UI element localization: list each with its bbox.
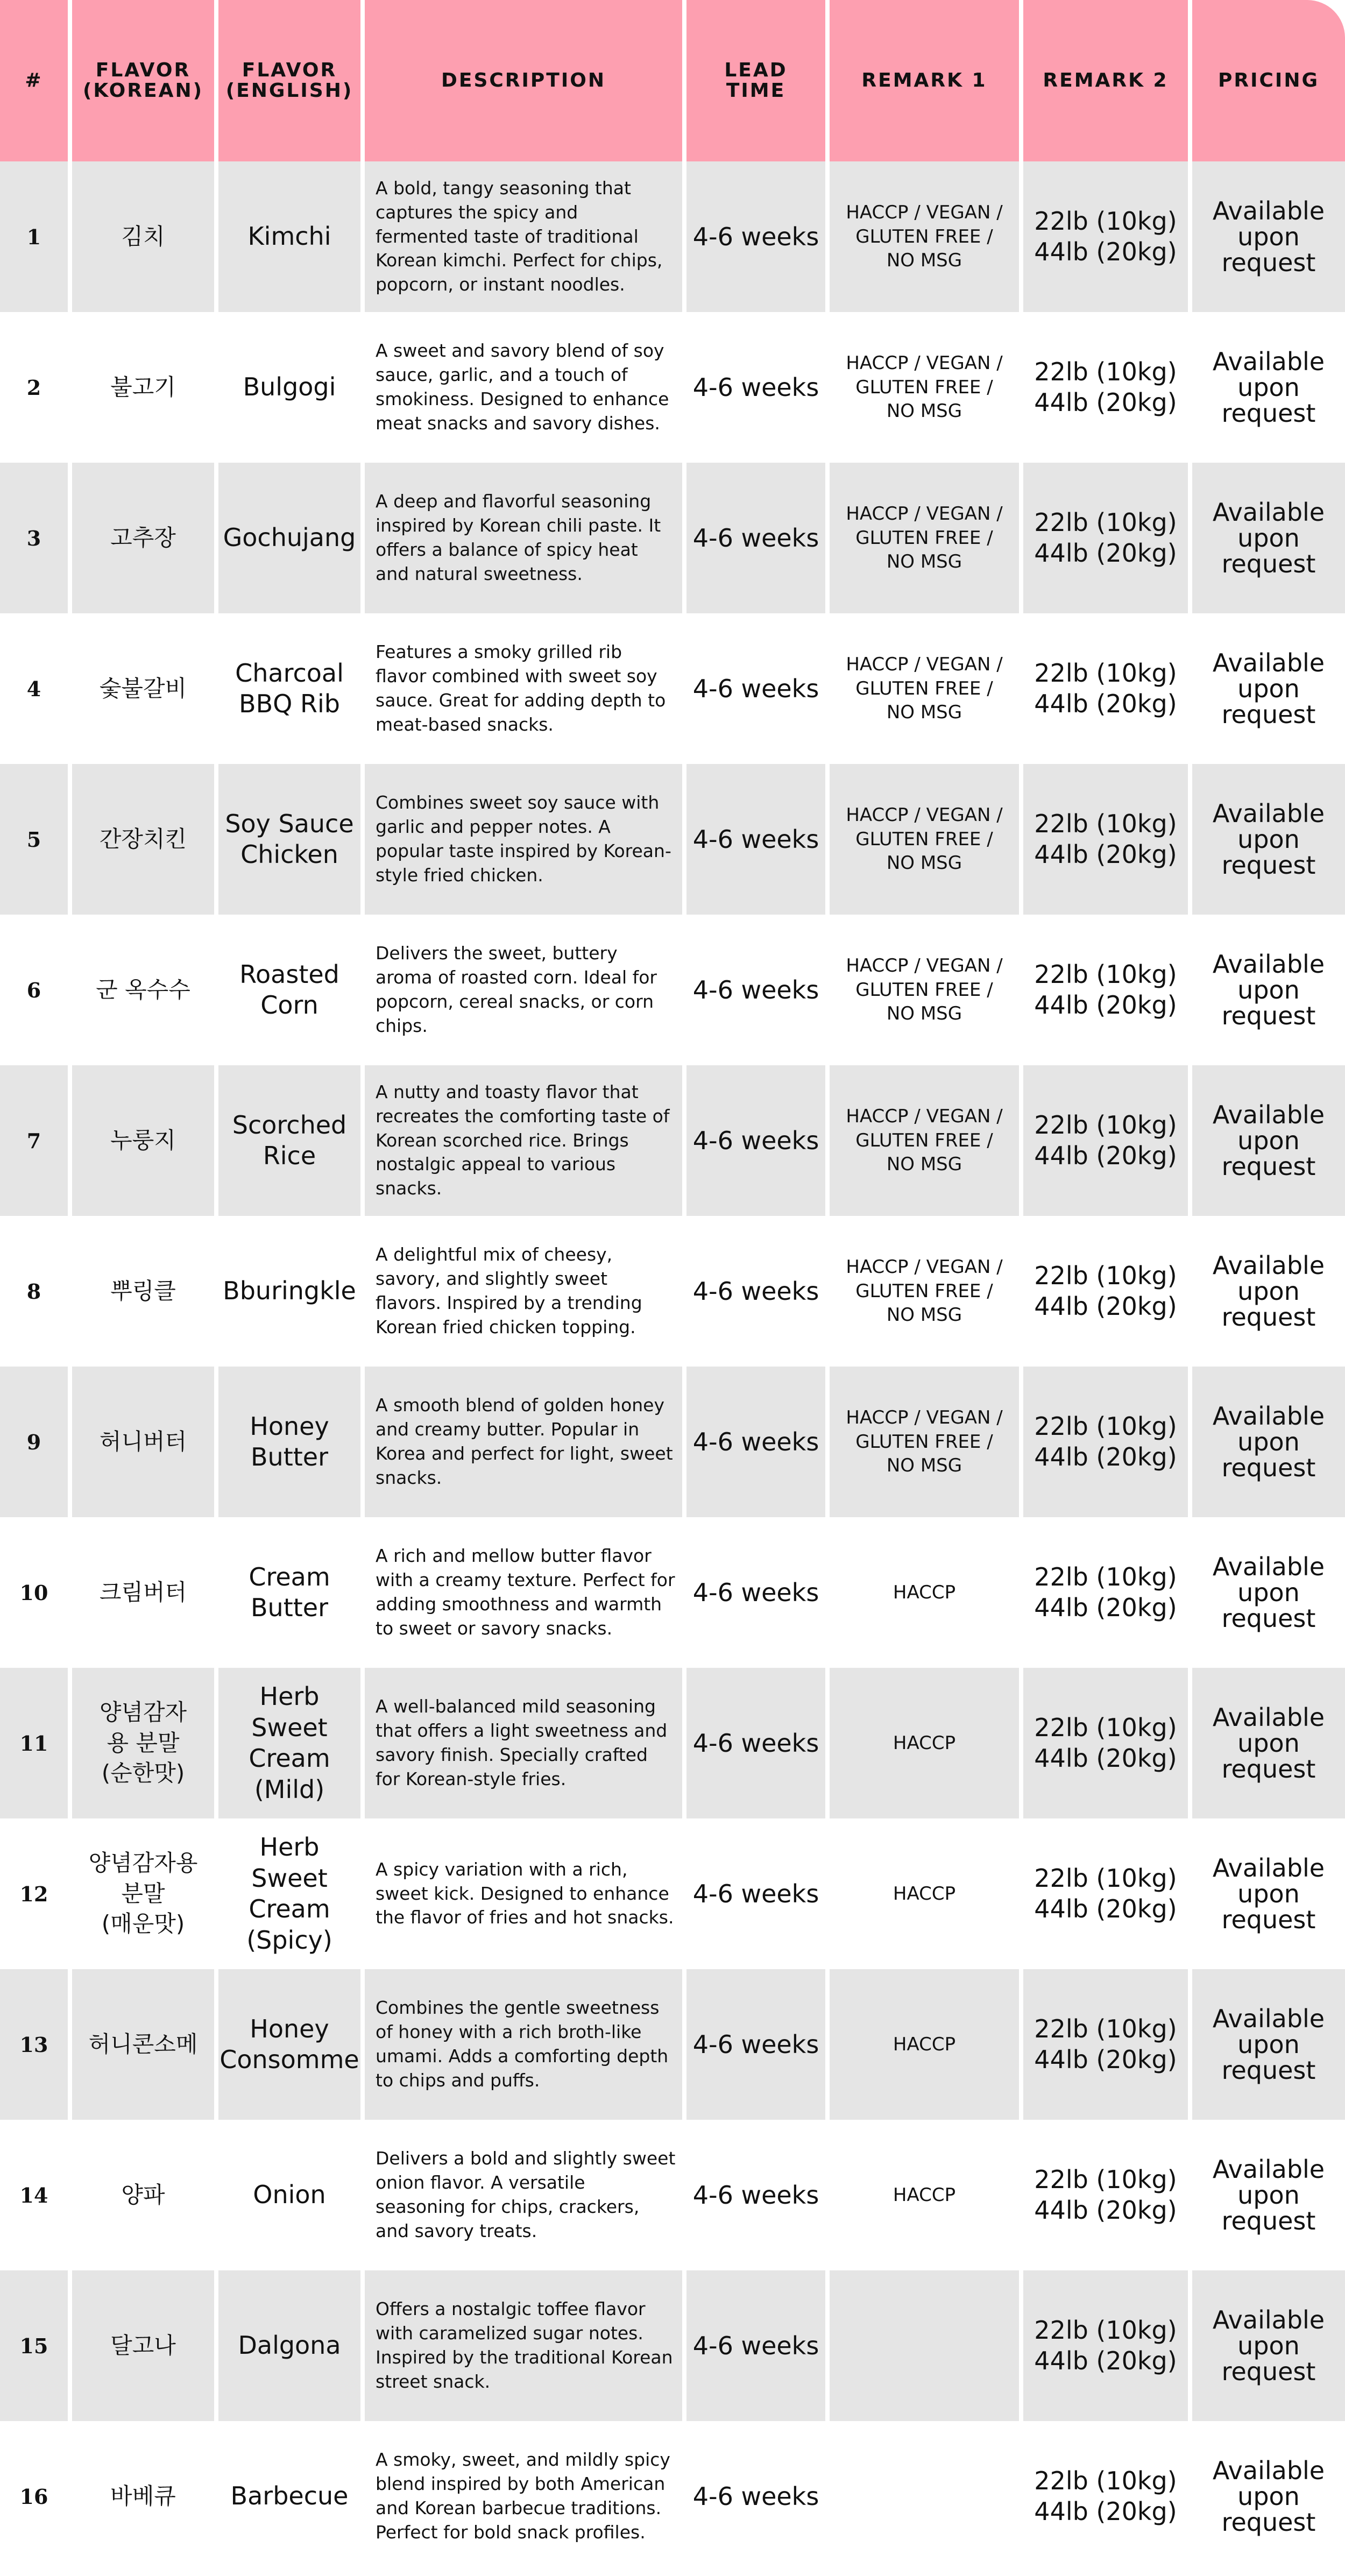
lead-time-cell: 4-6 weeks	[686, 2421, 825, 2572]
flavor-english-cell: Kimchi	[218, 161, 360, 312]
table-row	[0, 1668, 1345, 1818]
table-row	[0, 915, 1345, 1065]
flavor-english-cell: Bburingkle	[218, 1216, 360, 1367]
description-cell: A smooth blend of golden honey and creamy butter. Popular in Korea and perfect for light, sweet snacks.	[365, 1367, 682, 1517]
table-row	[0, 312, 1345, 463]
description-cell: A nutty and toasty flavor that recreates the comforting taste of Korean scorched rice. Brings nostalgic appeal to various snacks.	[365, 1065, 682, 1216]
flavor-english-cell: Honey Butter	[218, 1367, 360, 1517]
lead-time-cell: 4-6 weeks	[686, 1969, 825, 2120]
pricing-cell: Available upon request	[1192, 915, 1345, 1065]
remark-1-cell: HACCP / VEGAN / GLUTEN FREE / NO MSG	[830, 613, 1019, 764]
table-row	[0, 1818, 1345, 1969]
header-flavor-korean: FLAVOR (KOREAN)	[72, 0, 214, 161]
table-row	[0, 1517, 1345, 1668]
lead-time-cell: 4-6 weeks	[686, 2120, 825, 2270]
pricing-cell: Available upon request	[1192, 613, 1345, 764]
remark-1-cell: HACCP	[830, 2120, 1019, 2270]
flavor-korean-cell: 허니콘소메	[72, 1969, 214, 2120]
row-number-cell: 2	[0, 312, 68, 463]
row-number-cell: 8	[0, 1216, 68, 1367]
description-cell: A smoky, sweet, and mildly spicy blend inspired by both American and Korean barbecue traditions. Perfect for bold snack profiles.	[365, 2421, 682, 2572]
flavor-english-cell: Scorched Rice	[218, 1065, 360, 1216]
flavor-korean-cell: 불고기	[72, 312, 214, 463]
flavor-english-cell: Dalgona	[218, 2270, 360, 2421]
flavor-korean-cell: 간장치킨	[72, 764, 214, 915]
description-cell: A rich and mellow butter flavor with a creamy texture. Perfect for adding smoothness and warmth to sweet or savory snacks.	[365, 1517, 682, 1668]
pricing-cell: Available upon request	[1192, 1065, 1345, 1216]
flavor-korean-cell: 달고나	[72, 2270, 214, 2421]
description-cell: A delightful mix of cheesy, savory, and slightly sweet flavors. Inspired by a trending Korean fried chicken topping.	[365, 1216, 682, 1367]
row-number-cell: 3	[0, 463, 68, 613]
flavor-korean-cell: 숯불갈비	[72, 613, 214, 764]
flavor-korean-cell: 허니버터	[72, 1367, 214, 1517]
lead-time-cell: 4-6 weeks	[686, 1367, 825, 1517]
remark-2-cell: 22lb (10kg) 44lb (20kg)	[1023, 613, 1188, 764]
remark-1-cell: HACCP	[830, 1668, 1019, 1818]
header-number: #	[0, 0, 68, 161]
lead-time-cell: 4-6 weeks	[686, 463, 825, 613]
row-number-cell: 15	[0, 2270, 68, 2421]
remark-1-cell: HACCP / VEGAN / GLUTEN FREE / NO MSG	[830, 161, 1019, 312]
pricing-cell: Available upon request	[1192, 1668, 1345, 1818]
flavor-english-cell: Soy Sauce Chicken	[218, 764, 360, 915]
pricing-cell: Available upon request	[1192, 2120, 1345, 2270]
header-lead-time: LEAD TIME	[686, 0, 825, 161]
remark-2-cell: 22lb (10kg) 44lb (20kg)	[1023, 1065, 1188, 1216]
flavor-korean-cell: 양념감자용 분말 (매운맛)	[72, 1818, 214, 1969]
header-remark-1: REMARK 1	[830, 0, 1019, 161]
remark-2-cell: 22lb (10kg) 44lb (20kg)	[1023, 312, 1188, 463]
flavor-english-cell: Barbecue	[218, 2421, 360, 2572]
flavor-korean-cell: 뿌링클	[72, 1216, 214, 1367]
header-flavor-english: FLAVOR (ENGLISH)	[218, 0, 360, 161]
description-cell: A spicy variation with a rich, sweet kick. Designed to enhance the flavor of fries and hot snacks.	[365, 1818, 682, 1969]
remark-1-cell: HACCP / VEGAN / GLUTEN FREE / NO MSG	[830, 764, 1019, 915]
pricing-cell: Available upon request	[1192, 161, 1345, 312]
row-number-cell: 6	[0, 915, 68, 1065]
row-number-cell: 11	[0, 1668, 68, 1818]
pricing-cell: Available upon request	[1192, 1216, 1345, 1367]
remark-2-cell: 22lb (10kg) 44lb (20kg)	[1023, 2120, 1188, 2270]
remark-1-cell: HACCP	[830, 1818, 1019, 1969]
table-row	[0, 2421, 1345, 2572]
flavor-korean-cell: 고추장	[72, 463, 214, 613]
row-number-cell: 16	[0, 2421, 68, 2572]
flavor-english-cell: Herb Sweet Cream (Spicy)	[218, 1818, 360, 1969]
flavor-korean-cell: 누룽지	[72, 1065, 214, 1216]
pricing-cell: Available upon request	[1192, 312, 1345, 463]
pricing-cell: Available upon request	[1192, 463, 1345, 613]
row-number-cell: 4	[0, 613, 68, 764]
flavor-english-cell: Onion	[218, 2120, 360, 2270]
remark-1-cell: HACCP / VEGAN / GLUTEN FREE / NO MSG	[830, 915, 1019, 1065]
description-cell: Delivers the sweet, buttery aroma of roasted corn. Ideal for popcorn, cereal snacks, or corn chips.	[365, 915, 682, 1065]
flavor-korean-cell: 군 옥수수	[72, 915, 214, 1065]
table-row	[0, 2120, 1345, 2270]
description-cell: Combines the gentle sweetness of honey with a rich broth-like umami. Adds a comforting depth to chips and puffs.	[365, 1969, 682, 2120]
description-cell: Offers a nostalgic toffee flavor with caramelized sugar notes. Inspired by the traditional Korean street snack.	[365, 2270, 682, 2421]
pricing-cell: Available upon request	[1192, 764, 1345, 915]
lead-time-cell: 4-6 weeks	[686, 1065, 825, 1216]
description-cell: A deep and flavorful seasoning inspired by Korean chili paste. It offers a balance of spicy heat and natural sweetness.	[365, 463, 682, 613]
remark-2-cell: 22lb (10kg) 44lb (20kg)	[1023, 915, 1188, 1065]
remark-2-cell: 22lb (10kg) 44lb (20kg)	[1023, 1517, 1188, 1668]
table-row	[0, 1216, 1345, 1367]
description-cell: Features a smoky grilled rib flavor combined with sweet soy sauce. Great for adding depth to meat-based snacks.	[365, 613, 682, 764]
table-row	[0, 463, 1345, 613]
lead-time-cell: 4-6 weeks	[686, 2270, 825, 2421]
table-header	[0, 0, 1345, 161]
table-row	[0, 1367, 1345, 1517]
pricing-cell: Available upon request	[1192, 1969, 1345, 2120]
table-row	[0, 764, 1345, 915]
lead-time-cell: 4-6 weeks	[686, 915, 825, 1065]
header-pricing: PRICING	[1192, 0, 1345, 161]
remark-2-cell: 22lb (10kg) 44lb (20kg)	[1023, 1367, 1188, 1517]
remark-2-cell: 22lb (10kg) 44lb (20kg)	[1023, 463, 1188, 613]
remark-2-cell: 22lb (10kg) 44lb (20kg)	[1023, 1818, 1188, 1969]
remark-1-cell	[830, 2270, 1019, 2421]
flavor-korean-cell: 김치	[72, 161, 214, 312]
description-cell: A sweet and savory blend of soy sauce, garlic, and a touch of smokiness. Designed to enhance meat snacks and savory dishes.	[365, 312, 682, 463]
lead-time-cell: 4-6 weeks	[686, 764, 825, 915]
remark-1-cell: HACCP / VEGAN / GLUTEN FREE / NO MSG	[830, 1216, 1019, 1367]
flavor-english-cell: Honey Consomme	[218, 1969, 360, 2120]
lead-time-cell: 4-6 weeks	[686, 1668, 825, 1818]
row-number-cell: 7	[0, 1065, 68, 1216]
lead-time-cell: 4-6 weeks	[686, 1517, 825, 1668]
flavor-korean-cell: 양파	[72, 2120, 214, 2270]
remark-1-cell	[830, 2421, 1019, 2572]
table-row	[0, 161, 1345, 312]
row-number-cell: 5	[0, 764, 68, 915]
table-row	[0, 1969, 1345, 2120]
pricing-cell: Available upon request	[1192, 2270, 1345, 2421]
row-number-cell: 10	[0, 1517, 68, 1668]
row-number-cell: 12	[0, 1818, 68, 1969]
flavor-korean-cell: 크림버터	[72, 1517, 214, 1668]
remark-1-cell: HACCP / VEGAN / GLUTEN FREE / NO MSG	[830, 1065, 1019, 1216]
flavor-english-cell: Cream Butter	[218, 1517, 360, 1668]
flavor-english-cell: Roasted Corn	[218, 915, 360, 1065]
description-cell: Combines sweet soy sauce with garlic and pepper notes. A popular taste inspired by Korean-style fried chicken.	[365, 764, 682, 915]
description-cell: A well-balanced mild seasoning that offers a light sweetness and savory finish. Specially crafted for Korean-style fries.	[365, 1668, 682, 1818]
row-number-cell: 9	[0, 1367, 68, 1517]
row-number-cell: 14	[0, 2120, 68, 2270]
row-number-cell: 1	[0, 161, 68, 312]
row-number-cell: 13	[0, 1969, 68, 2120]
pricing-cell: Available upon request	[1192, 1367, 1345, 1517]
lead-time-cell: 4-6 weeks	[686, 161, 825, 312]
remark-1-cell: HACCP / VEGAN / GLUTEN FREE / NO MSG	[830, 312, 1019, 463]
flavor-korean-cell: 양념감자 용 분말 (순한맛)	[72, 1668, 214, 1818]
lead-time-cell: 4-6 weeks	[686, 613, 825, 764]
description-cell: Delivers a bold and slightly sweet onion flavor. A versatile seasoning for chips, crackers, and savory treats.	[365, 2120, 682, 2270]
remark-1-cell: HACCP / VEGAN / GLUTEN FREE / NO MSG	[830, 1367, 1019, 1517]
pricing-cell: Available upon request	[1192, 1818, 1345, 1969]
pricing-cell: Available upon request	[1192, 1517, 1345, 1668]
header-remark-2: REMARK 2	[1023, 0, 1188, 161]
flavor-english-cell: Herb Sweet Cream (Mild)	[218, 1668, 360, 1818]
remark-2-cell: 22lb (10kg) 44lb (20kg)	[1023, 1216, 1188, 1367]
remark-1-cell: HACCP / VEGAN / GLUTEN FREE / NO MSG	[830, 463, 1019, 613]
remark-2-cell: 22lb (10kg) 44lb (20kg)	[1023, 2421, 1188, 2572]
flavor-english-cell: Charcoal BBQ Rib	[218, 613, 360, 764]
flavor-english-cell: Bulgogi	[218, 312, 360, 463]
remark-1-cell: HACCP	[830, 1517, 1019, 1668]
header-description: DESCRIPTION	[365, 0, 682, 161]
lead-time-cell: 4-6 weeks	[686, 312, 825, 463]
description-cell: A bold, tangy seasoning that captures the spicy and fermented taste of traditional Korean kimchi. Perfect for chips, popcorn, or instant noodles.	[365, 161, 682, 312]
pricing-cell: Available upon request	[1192, 2421, 1345, 2572]
remark-1-cell: HACCP	[830, 1969, 1019, 2120]
lead-time-cell: 4-6 weeks	[686, 1818, 825, 1969]
remark-2-cell: 22lb (10kg) 44lb (20kg)	[1023, 764, 1188, 915]
flavor-korean-cell: 바베큐	[72, 2421, 214, 2572]
remark-2-cell: 22lb (10kg) 44lb (20kg)	[1023, 1668, 1188, 1818]
lead-time-cell: 4-6 weeks	[686, 1216, 825, 1367]
flavor-english-cell: Gochujang	[218, 463, 360, 613]
table-row	[0, 1065, 1345, 1216]
table-row	[0, 2270, 1345, 2421]
remark-2-cell: 22lb (10kg) 44lb (20kg)	[1023, 1969, 1188, 2120]
remark-2-cell: 22lb (10kg) 44lb (20kg)	[1023, 2270, 1188, 2421]
remark-2-cell: 22lb (10kg) 44lb (20kg)	[1023, 161, 1188, 312]
table-row	[0, 613, 1345, 764]
